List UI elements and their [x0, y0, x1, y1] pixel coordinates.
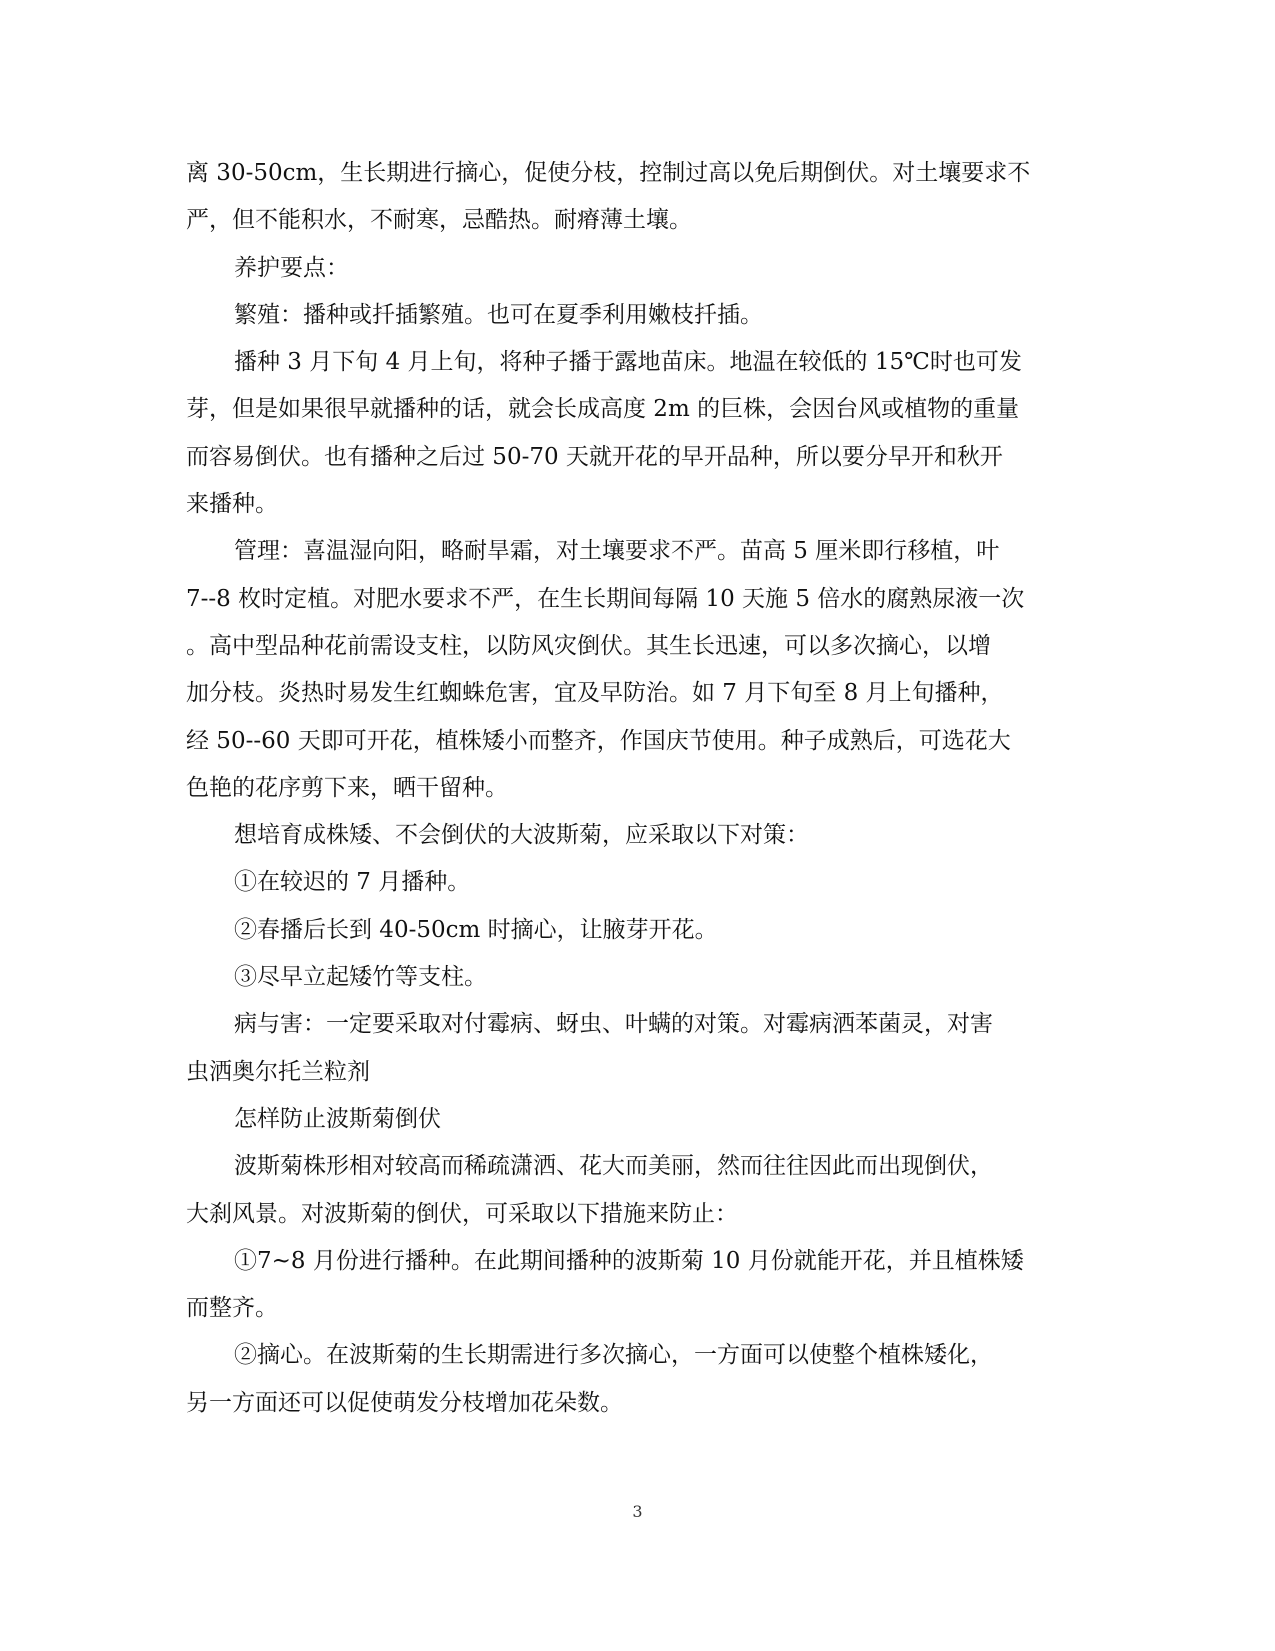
text-line: 管理：喜温湿向阳，略耐旱霜，对土壤要求不严。苗高 5 厘米即行移植，叶 — [234, 538, 1000, 565]
text-line: 想培育成株矮、不会倒伏的大波斯菊，应采取以下对策： — [234, 822, 809, 849]
text-line: 而容易倒伏。也有播种之后过 50-70 天就开花的早开品种，所以要分早开和秋开 — [186, 443, 1003, 470]
text-line: 波斯菊株形相对较高而稀疏潇洒、花大而美丽，然而往往因此而出现倒伏， — [234, 1153, 993, 1180]
text-line: 虫洒奥尔托兰粒剂 — [186, 1058, 370, 1085]
document-body — [186, 150, 1086, 1427]
text-line: 离 30-50cm，生长期进行摘心，促使分枝，控制过高以免后期倒伏。对土壤要求不 — [186, 160, 1031, 186]
text-line: 芽，但是如果很早就播种的话，就会长成高度 2m 的巨株，会因台风或植物的重量 — [186, 396, 1020, 423]
text-line: 。高中型品种花前需设支柱，以防风灾倒伏。其生长迅速，可以多次摘心，以增 — [186, 632, 991, 659]
text-line: ①7~8 月份进行播种。在此期间播种的波斯菊 10 月份就能开花，并且植株矮 — [234, 1247, 1024, 1274]
text-line: 怎样防止波斯菊倒伏 — [234, 1105, 441, 1132]
text-line: 严，但不能积水，不耐寒，忌酷热。耐瘠薄土壤。 — [186, 207, 692, 234]
text-line: 来播种。 — [186, 491, 278, 518]
text-line: 大刹风景。对波斯菊的倒伏，可采取以下措施来防止： — [186, 1200, 738, 1227]
text-line: 播种 3 月下旬 4 月上旬，将种子播于露地苗床。地温在较低的 15℃时也可发 — [234, 349, 1022, 376]
text-line: 7--8 枚时定植。对肥水要求不严，在生长期间每隔 10 天施 5 倍水的腐熟尿液一次 — [186, 585, 1025, 612]
text-line: 病与害：一定要采取对付霉病、蚜虫、叶螨的对策。对霉病洒苯菌灵，对害 — [234, 1011, 993, 1038]
text-line: 经 50--60 天即可开花，植株矮小而整齐，作国庆节使用。种子成熟后，可选花大 — [186, 727, 1011, 754]
text-line: 加分枝。炎热时易发生红蜘蛛危害，宜及早防治。如 7 月下旬至 8 月上旬播种， — [186, 680, 1004, 707]
text-line: 另一方面还可以促使萌发分枝增加花朵数。 — [186, 1389, 623, 1416]
text-line: 而整齐。 — [186, 1295, 278, 1322]
text-line: ②春播后长到 40-50cm 时摘心，让腋芽开花。 — [234, 916, 718, 943]
text-line: 色艳的花序剪下来，晒干留种。 — [186, 774, 508, 801]
text-line: 繁殖：播种或扦插繁殖。也可在夏季利用嫩枝扦插。 — [234, 301, 763, 328]
text-line: ②摘心。在波斯菊的生长期需进行多次摘心，一方面可以使整个植株矮化， — [234, 1342, 993, 1369]
text-line: 养护要点： — [234, 254, 349, 281]
page-number: 3 — [632, 1502, 643, 1521]
text-line: ③尽早立起矮竹等支柱。 — [234, 964, 487, 991]
text-line: ①在较迟的 7 月播种。 — [234, 869, 471, 896]
